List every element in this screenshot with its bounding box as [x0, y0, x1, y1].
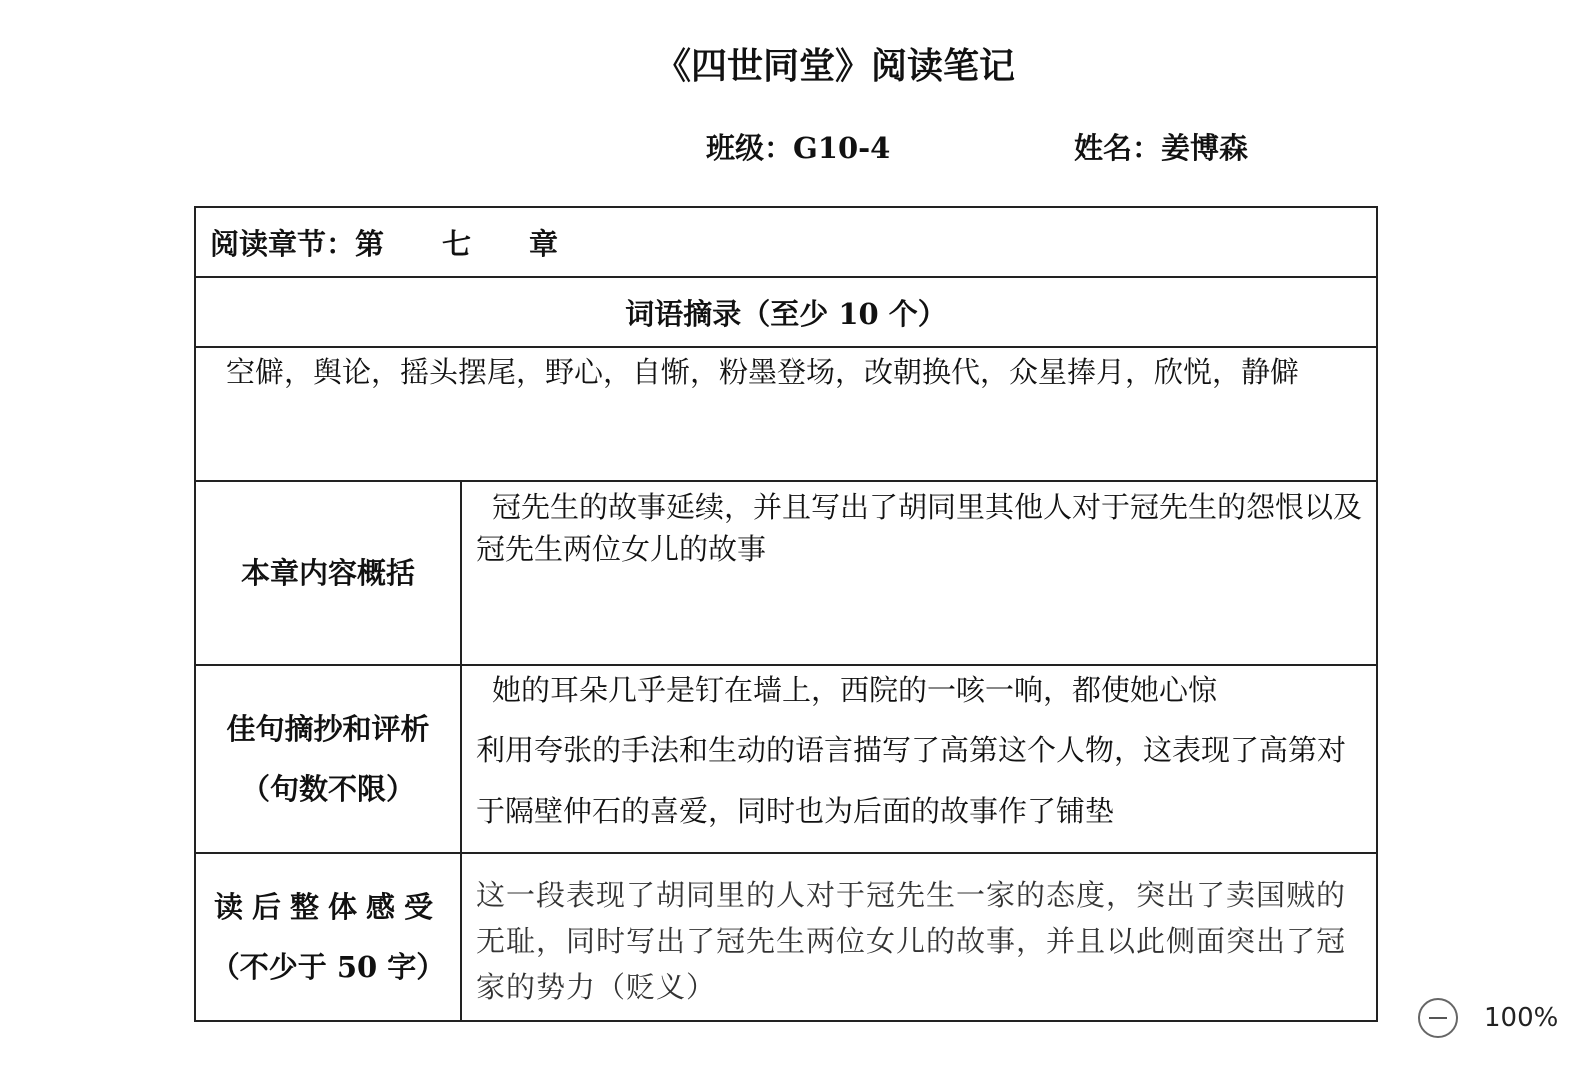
feel-label-note: （不少于 50 字） [210, 950, 446, 984]
chapter-text: 阅读章节：第 七 章 [210, 226, 559, 261]
zoom-control [1418, 996, 1568, 1040]
feel-cell [461, 853, 1377, 1021]
vocab-content: 空僻，舆论，摇头摆尾，野心，自惭，粉墨登场，改朝换代，众星捧月，欣悦，静僻 [195, 347, 1377, 481]
reading-notes-table [194, 206, 1378, 1022]
class-label: 班级：G10-4 [706, 131, 891, 165]
summary-row [195, 481, 1377, 665]
feel-row [195, 853, 1377, 1021]
vocab-content-row [195, 347, 1377, 481]
document-title: 《四世同堂》阅读笔记 [654, 46, 1015, 87]
quote-sentence: 她的耳朵几乎是钉在墙上，西院的一咳一响，都使她心惊 [492, 673, 1218, 707]
quote-label-note: （句数不限） [240, 772, 415, 806]
chapter-row [195, 207, 1377, 277]
quote-label-cell [195, 665, 461, 853]
quote-cell [461, 665, 1377, 853]
zoom-level: 100% [1484, 1003, 1559, 1033]
vocab-header-row [195, 277, 1377, 347]
chapter-cell [195, 207, 1377, 277]
minus-circle-icon[interactable] [1418, 998, 1458, 1038]
summary-label: 本章内容概括 [195, 481, 461, 665]
student-name-label: 姓名：姜博森 [1074, 131, 1249, 165]
feel-label-cell [195, 853, 461, 1021]
summary-cell [461, 481, 1377, 665]
vocab-header: 词语摘录（至少 10 个） [195, 277, 1377, 347]
summary-content: 冠先生的故事延续，并且写出了胡同里其他人对于冠先生的怨恨以及冠先生两位女儿的故事 [476, 490, 1363, 566]
quote-content [462, 666, 1376, 842]
quote-row [195, 665, 1377, 853]
quote-label: 佳句摘抄和评析 [226, 712, 430, 746]
feel-label: 读后整体感受 [213, 890, 442, 924]
feel-content: 这一段表现了胡同里的人对于冠先生一家的态度，突出了卖国贼的无耻，同时写出了冠先生两位女儿的故事，并且以此侧面突出了冠家的势力（贬义） [476, 878, 1347, 1004]
quote-analysis: 利用夸张的手法和生动的语言描写了高第这个人物，这表现了高第对于隔壁仲石的喜爱，同时也为后面的故事作了铺垫 [476, 733, 1347, 828]
